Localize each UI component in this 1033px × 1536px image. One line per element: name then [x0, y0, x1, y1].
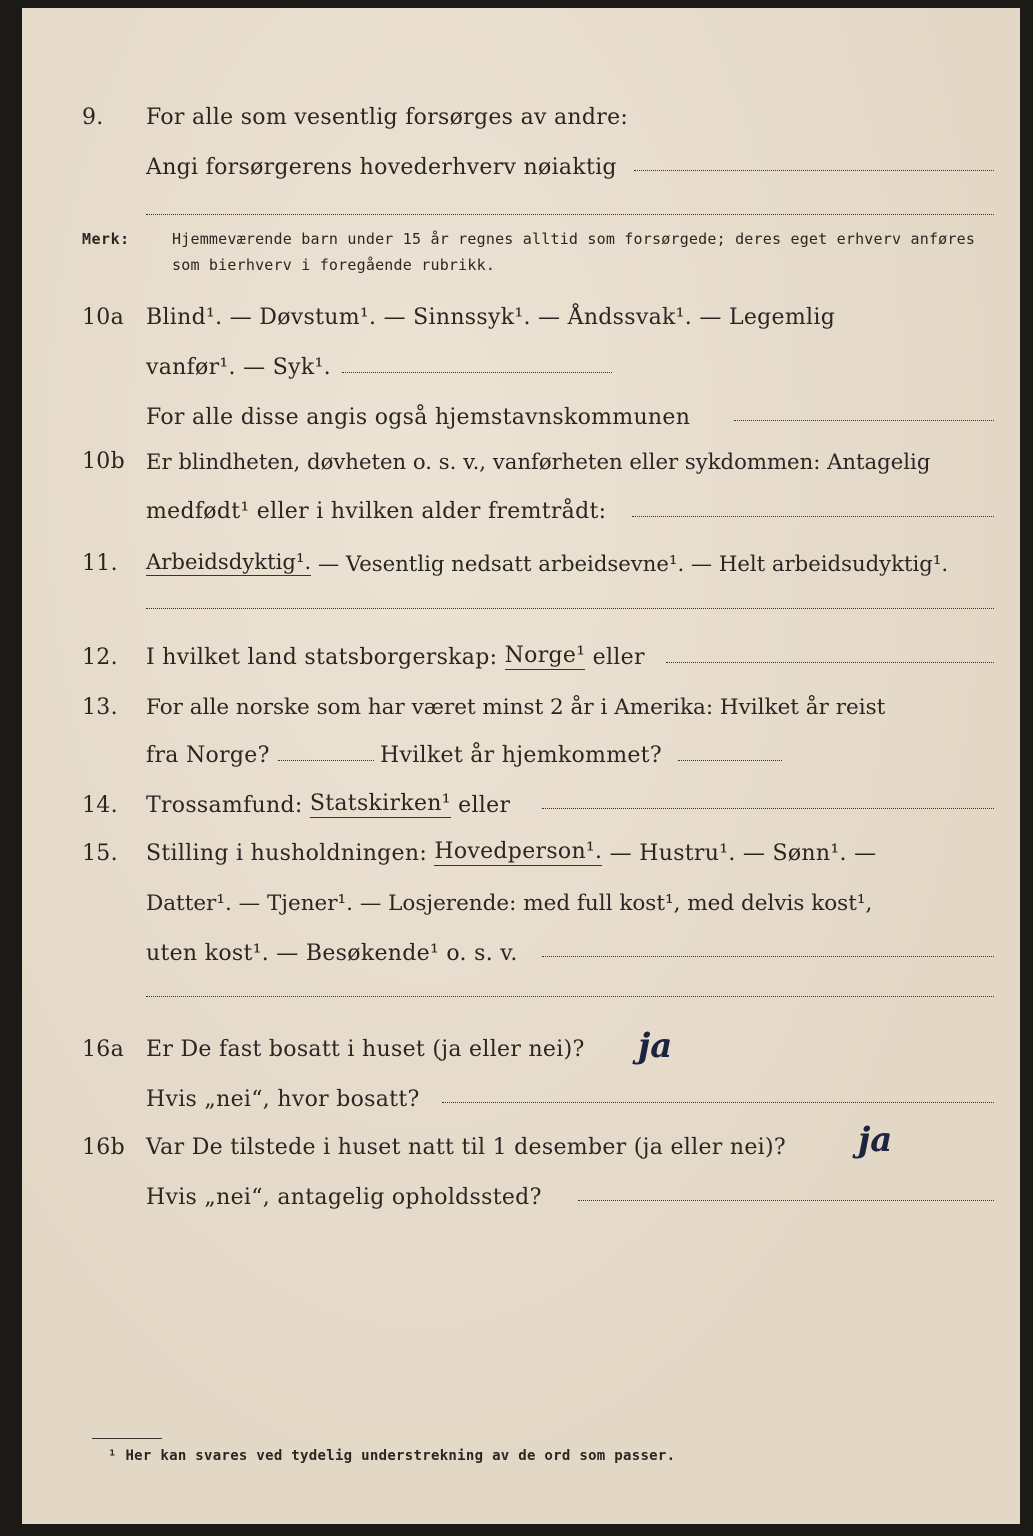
q13-hjemkommet-field[interactable]	[678, 760, 782, 761]
q9-text-2: Angi forsørgerens hovederhverv nøiaktig	[146, 155, 617, 180]
q13-text: For alle norske som har været minst 2 år i Amerika: Hvilket år reist	[146, 695, 886, 720]
q15-text-2: Datter¹. — Tjener¹. — Losjerende: med full kost¹, med delvis kost¹,	[146, 891, 873, 916]
merk-label: Merk:	[82, 230, 130, 248]
q11-number: 11.	[82, 551, 118, 576]
q12-question: I hvilket land statsborgerskap:	[146, 645, 505, 670]
q16b-text: Var De tilstede i huset natt til 1 desember (ja eller nei)?	[146, 1135, 786, 1160]
q15-text-3: uten kost¹. — Besøkende¹ o. s. v.	[146, 941, 518, 966]
q16b-handwritten-answer[interactable]: ja	[858, 1120, 893, 1160]
q11-option-arbeidsdyktig[interactable]: Arbeidsdyktig¹.	[146, 549, 312, 574]
q14-question: Trossamfund:	[146, 793, 310, 818]
q14-eller: eller	[450, 793, 511, 818]
q12-eller: eller	[585, 645, 645, 670]
q16b-number: 16b	[82, 1135, 125, 1160]
q16a-text-2: Hvis „nei“, hvor bosatt?	[146, 1087, 420, 1112]
q11-text	[146, 549, 948, 576]
q10a-text: Blind¹. — Døvstum¹. — Sinnssyk¹. — Åndssvak¹. — Legemlig	[146, 305, 836, 330]
q15-option-hustru[interactable]: Hustru¹.	[639, 841, 736, 866]
q10a-number: 10a	[82, 305, 125, 330]
q10a-text-2: vanfør¹. — Syk¹.	[146, 355, 331, 380]
q10b-text: Er blindheten, døvheten o. s. v., vanførheten eller sykdommen: Antagelig	[146, 449, 931, 474]
q12-text	[146, 643, 645, 670]
q13-reist-label: fra Norge?	[146, 743, 270, 768]
q10a-answer-field[interactable]	[342, 372, 612, 373]
q13-hjemkommet-label: Hvilket år hjemkommet?	[380, 743, 662, 768]
q16b-text-2: Hvis „nei“, antagelig opholdssted?	[146, 1185, 542, 1210]
q10b-number: 10b	[82, 449, 125, 474]
q10a-text-3: For alle disse angis også hjemstavnskommunen	[146, 405, 691, 430]
q9-answer-field[interactable]	[634, 170, 994, 171]
q14-text	[146, 791, 510, 818]
q11-answer-rule[interactable]	[146, 608, 994, 609]
q9-number: 9.	[82, 105, 104, 130]
q11-other-options: — Vesentlig nedsatt arbeidsevne¹. — Helt arbeidsudyktig¹.	[311, 551, 949, 576]
q16a-bosatt-field[interactable]	[442, 1102, 994, 1103]
q12-option-norge[interactable]: Norge¹	[504, 643, 586, 668]
census-form-page	[22, 8, 1020, 1524]
q15-dash: —	[602, 841, 640, 866]
q9-text: For alle som vesentlig forsørges av andre:	[146, 105, 629, 130]
footnote-rule	[92, 1438, 162, 1439]
q12-number: 12.	[82, 645, 118, 670]
q10b-answer-field[interactable]	[632, 516, 994, 517]
q14-option-statskirken[interactable]: Statskirken¹	[309, 791, 451, 816]
q15-number: 15.	[82, 841, 118, 866]
q16a-handwritten-answer[interactable]: ja	[638, 1026, 673, 1066]
q14-answer-field[interactable]	[542, 808, 994, 809]
q15-sonn: — Sønn¹. —	[735, 841, 877, 866]
q12-answer-field[interactable]	[666, 662, 994, 663]
q16a-number: 16a	[82, 1037, 125, 1062]
q16b-opholdssted-field[interactable]	[578, 1200, 994, 1201]
q15-option-hovedperson[interactable]: Hovedperson¹.	[434, 839, 603, 864]
q13-reist-field[interactable]	[278, 760, 374, 761]
q14-number: 14.	[82, 793, 118, 818]
q10b-text-2: medfødt¹ eller i hvilken alder fremtrådt:	[146, 499, 607, 524]
q9-answer-rule[interactable]	[146, 214, 994, 215]
q15-text	[146, 839, 876, 866]
q15-answer-rule[interactable]	[146, 996, 994, 997]
q10a-hjemstavn-field[interactable]	[734, 420, 994, 421]
footnote: ¹ Her kan svares ved tydelig understrekning av de ord som passer.	[108, 1448, 676, 1464]
q15-answer-field[interactable]	[542, 956, 994, 957]
q16a-text: Er De fast bosatt i huset (ja eller nei)?	[146, 1037, 585, 1062]
merk-text: Hjemmeværende barn under 15 år regnes alltid som forsørgede; deres eget erhverv anføres som bierhverv i foregående rubrikk.	[172, 230, 976, 274]
q13-number: 13.	[82, 695, 118, 720]
q15-question: Stilling i husholdningen:	[146, 841, 435, 866]
